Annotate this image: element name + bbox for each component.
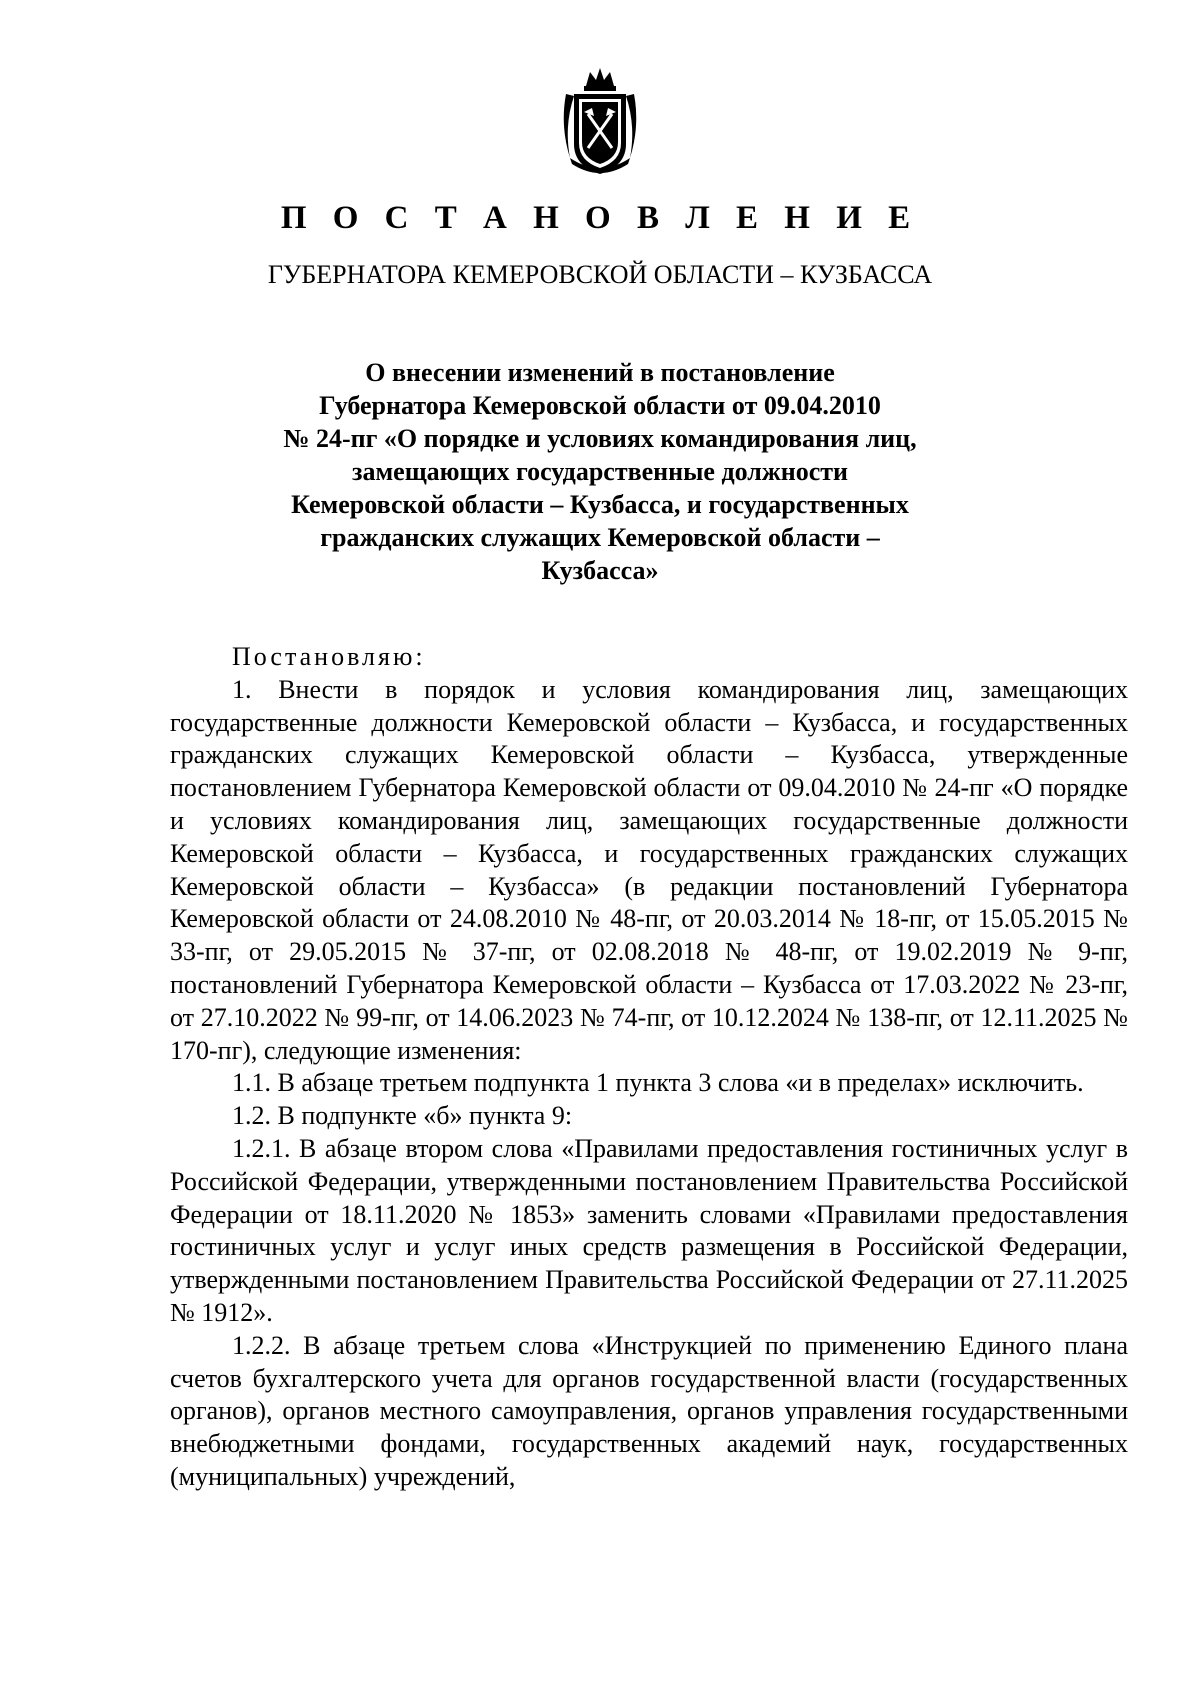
body-paragraph: 1. Внести в порядок и условия командирования лиц, замещающих государственные должности Кемеровской области – Кузбасса, и государственных гражданских служащих Кемеровской области – Кузбасса, утвержденные постановлением Губернатора Кемеровской области от 09.04.2010 № 24-пг «О порядке и условиях командирования лиц, замещающих государственные должности Кемеровской области – Кузбасса, и государственных гражданских служащих Кемеровской области – Кузбасса» (в редакции постановлений Губернатора Кемеровской области от 24.08.2010 № 48-пг, от 20.03.2014 № 18-пг, от 15.05.2015 № 33-пг, от 29.05.2015 № 37-пг, от 02.08.2018 № 48-пг, от 19.02.2019 № 9-пг, постановлений Губернатора Кемеровской области – Кузбасса от 17.03.2022 № 23-пг, от 27.10.2022 № 99-пг, от 14.06.2023 № 74-пг, от 10.12.2024 № 138-пг, от 12.11.2025 № 170-пг), следующие изменения: bbox=[170, 674, 1128, 1065]
coat-of-arms-icon bbox=[560, 66, 640, 178]
body-paragraph: 1.2.2. В абзаце третьем слова «Инструкцией по применению Единого плана счетов бухгалтерского учета для органов государственной власти (государственных органов), органов местного самоуправления, органов управления государственными внебюджетными фондами, государственных академий наук, государственных (муниципальных) учреждений, bbox=[170, 1330, 1128, 1491]
document-subtitle: ГУБЕРНАТОРА КЕМЕРОВСКОЙ ОБЛАСТИ – КУЗБАССА bbox=[267, 260, 933, 289]
intro-paragraph: Постановляю: bbox=[232, 642, 426, 671]
heading-line: О внесении изменений в постановление bbox=[365, 358, 835, 387]
heading-line: Кемеровской области – Кузбасса, и государственных bbox=[291, 490, 909, 519]
heading-line: Губернатора Кемеровской области от 09.04.2010 bbox=[319, 391, 881, 420]
heading-line: Кузбасса» bbox=[541, 556, 659, 585]
heading-line: замещающих государственные должности bbox=[352, 457, 848, 486]
heading-line: гражданских служащих Кемеровской области – bbox=[320, 523, 880, 552]
document-title: П О С Т А Н О В Л Е Н И Е bbox=[280, 200, 920, 236]
heading-line: № 24-пг «О порядке и условиях командирования лиц, bbox=[283, 424, 917, 453]
body-paragraph: 1.2. В подпункте «б» пункта 9: bbox=[232, 1101, 573, 1131]
body-paragraph: 1.1. В абзаце третьем подпункта 1 пункта 3 слова «и в пределах» исключить. bbox=[232, 1068, 1084, 1098]
document-heading bbox=[230, 356, 970, 587]
document-body bbox=[170, 641, 1128, 1494]
body-paragraph: 1.2.1. В абзаце втором слова «Правилами предоставления гостиничных услуг в Российской Федерации, утвержденными постановлением Правительства Российской Федерации от 18.11.2020 № 1853» заменить словами «Правилами предоставления гостиничных услуг и услуг иных средств размещения в Российской Федерации, утвержденными постановлением Правительства Российской Федерации от 27.11.2025 № 1912». bbox=[170, 1133, 1128, 1327]
